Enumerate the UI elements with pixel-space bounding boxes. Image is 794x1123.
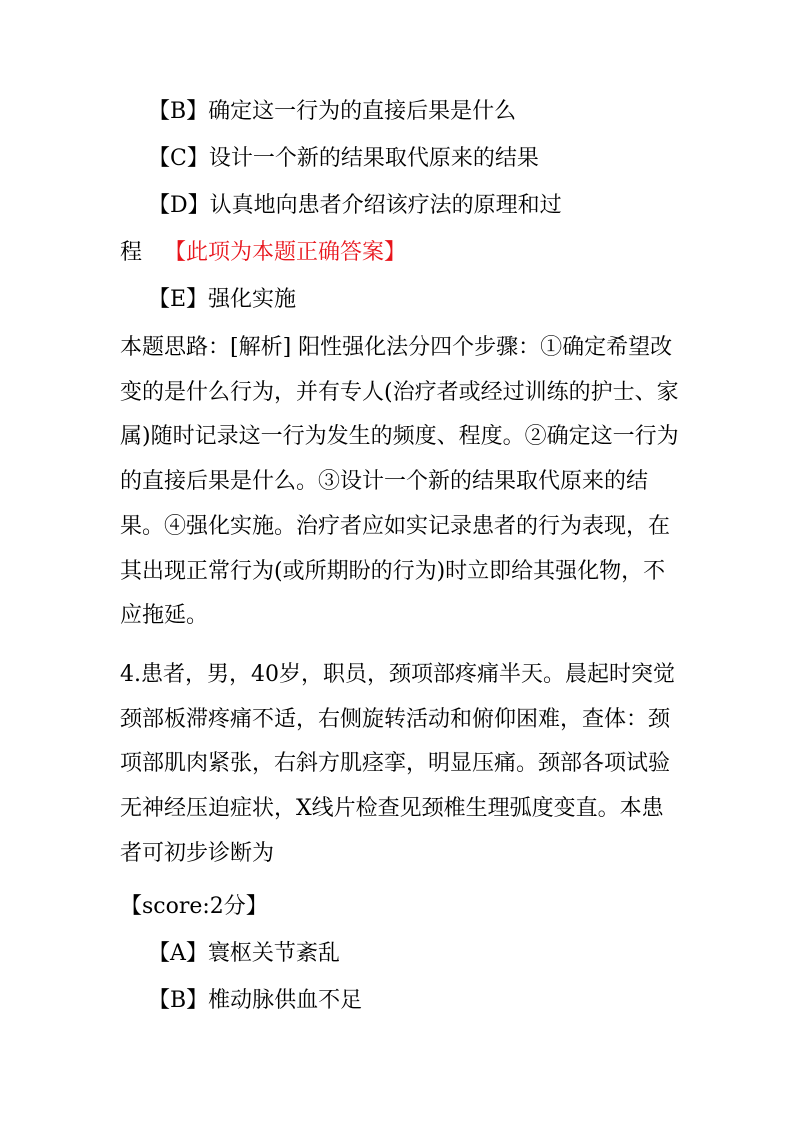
correct-answer-marker: 【此项为本题正确答案】 [164, 240, 407, 265]
option-b: 【B】确定这一行为的直接后果是什么 [148, 99, 517, 124]
option-d-tail: 程 [120, 240, 143, 265]
analysis-paragraph: 本题思路：[解析] 阳性强化法分四个步骤：①确定希望改变的是什么行为，并有专人(治疗者或经过训练的护士、家属)随时记录这一行为发生的频度、程度。②确定这一行为的直接后果是什么。③设计一个新的结果取代原来的结果。④强化实施。治疗者应如实记录患者的行为表现，在其出现正常行为(或所期盼的行为)时立即给其强化物，不应拖延。 [120, 335, 679, 629]
option-e-label: 【E】强化实施 [148, 287, 297, 312]
option-c: 【C】设计一个新的结果取代原来的结果 [148, 146, 539, 171]
q4-option-b: 【B】椎动脉供血不足 [148, 988, 363, 1013]
option-d: 【D】认真地向患者介绍该疗法的原理和过 [148, 193, 562, 218]
option-d-continuation [120, 238, 680, 268]
question-4-stem: 4.患者，男，40岁，职员，颈项部疼痛半天。晨起时突觉颈部板滞疼痛不适，右侧旋转活动和俯仰困难，查体：颈项部肌肉紧张，右斜方肌痉挛，明显压痛。颈部各项试验无神经压迫症状，X线片检查见颈椎生理弧度变直。本患者可初步诊断为 [120, 662, 675, 866]
q4-option-a: 【A】寰枢关节紊乱 [148, 941, 340, 966]
score-label: 【score:2分】 [120, 894, 268, 919]
